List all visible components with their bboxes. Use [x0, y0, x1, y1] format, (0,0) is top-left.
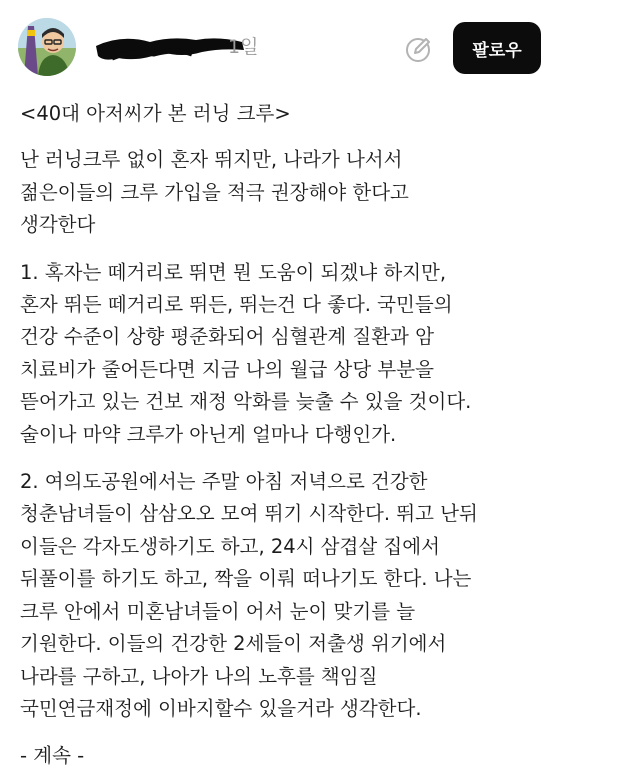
- cartoon-man-avatar-icon: [18, 18, 76, 76]
- post-title: <40대 아저씨가 본 러닝 크루>: [20, 102, 291, 125]
- post-header: [0, 0, 636, 96]
- text-line: 나라를 구하고, 나아가 나의 노후를 책임질: [20, 664, 378, 688]
- text-line: 젊은이들의 크루 가입을 적극 권장해야 한다고: [20, 180, 409, 204]
- text-line: 2. 여의도공원에서는 주말 아침 저녁으로 건강한: [20, 470, 428, 494]
- text-line: 1. 혹자는 떼거리로 뛰면 뭔 도움이 되겠냐 하지만,: [20, 260, 447, 284]
- point-2-paragraph: [20, 466, 620, 725]
- edit-icon[interactable]: [404, 34, 434, 64]
- text-line: 뜯어가고 있는 건보 재정 악화를 늦출 수 있을 것이다.: [20, 390, 472, 414]
- text-line: 난 러닝크루 없이 혼자 뛰지만, 나라가 나서서: [20, 148, 403, 172]
- text-line: 치료비가 줄어든다면 지금 나의 월급 상당 부분을: [20, 357, 434, 381]
- text-line: 건강 수준이 상향 평준화되어 심혈관계 질환과 암: [20, 325, 434, 349]
- post-body: [20, 98, 620, 773]
- post-time: 1일: [228, 36, 259, 58]
- avatar[interactable]: [18, 18, 76, 76]
- point-1-paragraph: [20, 257, 620, 451]
- text-line: 이들은 각자도생하기도 하고, 24시 삼겹살 집에서: [20, 534, 440, 558]
- post-footer: - 계속 -: [20, 744, 85, 768]
- intro-paragraph: [20, 144, 620, 241]
- text-line: 국민연금재정에 이바지할수 있을거라 생각한다.: [20, 696, 422, 720]
- text-line: 술이나 마약 크루가 아닌게 얼마나 다행인가.: [20, 422, 397, 446]
- text-line: 생각한다: [20, 213, 96, 237]
- follow-button[interactable]: 팔로우: [453, 22, 541, 74]
- text-line: 청춘남녀들이 삼삼오오 모여 뛰기 시작한다. 뛰고 난뒤: [20, 502, 478, 526]
- text-line: 뒤풀이를 하기도 하고, 짝을 이뤄 떠나기도 한다. 나는: [20, 567, 472, 591]
- text-line: 기원한다. 이들의 건강한 2세들이 저출생 위기에서: [20, 632, 447, 656]
- text-line: 크루 안에서 미혼남녀들이 어서 눈이 맞기를 늘: [20, 599, 416, 623]
- text-line: 혼자 뛰든 떼거리로 뛰든, 뛰는건 다 좋다. 국민들의: [20, 293, 453, 317]
